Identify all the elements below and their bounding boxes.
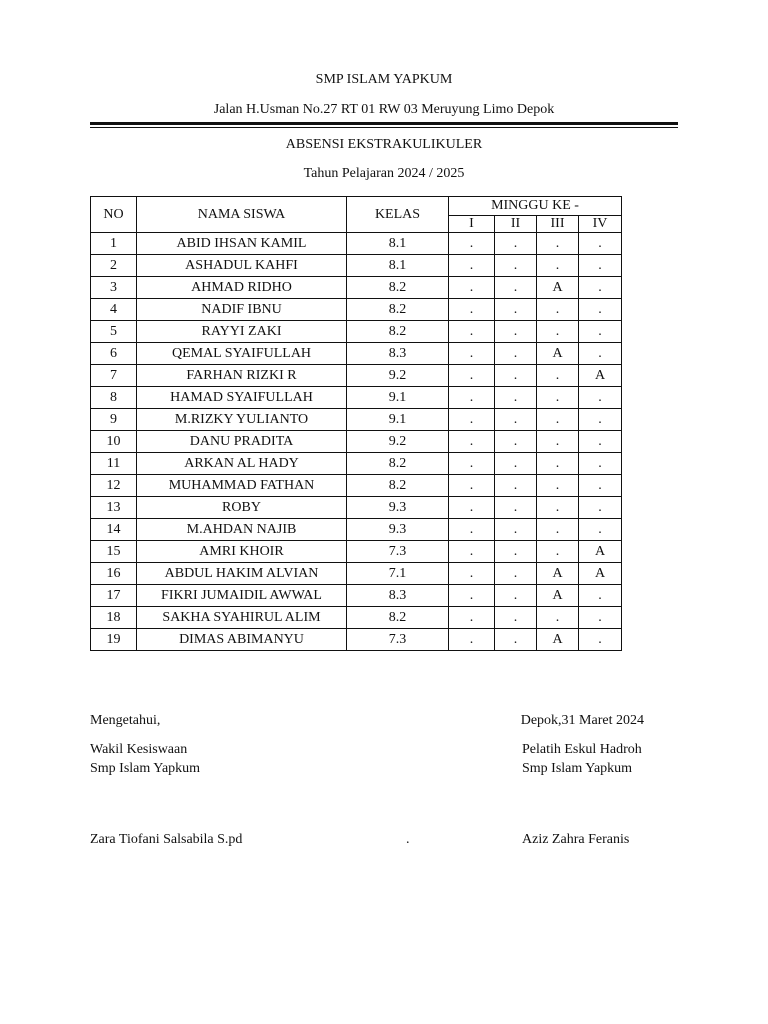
row-week-3: A <box>537 277 579 299</box>
row-class: 9.3 <box>347 519 449 541</box>
row-name: ASHADUL KAHFI <box>137 255 347 277</box>
row-week-2: . <box>495 409 537 431</box>
header-week-2: II <box>495 216 537 233</box>
left-signer-name: Zara Tiofani Salsabila S.pd <box>90 832 243 847</box>
row-name: ABID IHSAN KAMIL <box>137 233 347 255</box>
row-week-1: . <box>449 453 495 475</box>
row-week-2: . <box>495 365 537 387</box>
row-week-3: . <box>537 475 579 497</box>
row-week-4: . <box>579 475 622 497</box>
table-row <box>91 563 622 585</box>
table-row <box>91 365 622 387</box>
row-no: 4 <box>91 299 137 321</box>
row-no: 15 <box>91 541 137 563</box>
header-week-3: III <box>537 216 579 233</box>
row-week-2: . <box>495 387 537 409</box>
row-class: 8.2 <box>347 299 449 321</box>
row-week-2: . <box>495 453 537 475</box>
header-week: MINGGU KE - <box>449 197 622 216</box>
row-no: 5 <box>91 321 137 343</box>
academic-year: Tahun Pelajaran 2024 / 2025 <box>303 166 465 181</box>
row-week-4: . <box>579 607 622 629</box>
row-class: 7.1 <box>347 563 449 585</box>
row-week-1: . <box>449 409 495 431</box>
row-no: 9 <box>91 409 137 431</box>
row-name: QEMAL SYAIFULLAH <box>137 343 347 365</box>
row-week-4: A <box>579 541 622 563</box>
row-week-3: . <box>537 255 579 277</box>
row-week-4: . <box>579 233 622 255</box>
row-no: 14 <box>91 519 137 541</box>
row-no: 1 <box>91 233 137 255</box>
row-no: 8 <box>91 387 137 409</box>
row-class: 9.1 <box>347 387 449 409</box>
header-class: KELAS <box>347 197 449 233</box>
table-row <box>91 541 622 563</box>
row-week-2: . <box>495 255 537 277</box>
row-class: 8.2 <box>347 475 449 497</box>
row-no: 18 <box>91 607 137 629</box>
row-week-4: . <box>579 387 622 409</box>
row-class: 9.3 <box>347 497 449 519</box>
row-week-1: . <box>449 255 495 277</box>
acknowledged-label: Mengetahui, <box>90 713 161 728</box>
row-week-4: . <box>579 409 622 431</box>
left-signer-role: Wakil Kesiswaan <box>90 742 188 757</box>
row-week-2: . <box>495 585 537 607</box>
row-name: MUHAMMAD FATHAN <box>137 475 347 497</box>
header-rule-thick <box>90 122 678 125</box>
row-week-3: . <box>537 497 579 519</box>
row-week-2: . <box>495 541 537 563</box>
row-week-1: . <box>449 299 495 321</box>
row-week-4: A <box>579 563 622 585</box>
row-name: M.AHDAN NAJIB <box>137 519 347 541</box>
table-row <box>91 475 622 497</box>
row-week-2: . <box>495 497 537 519</box>
row-week-1: . <box>449 431 495 453</box>
row-week-1: . <box>449 629 495 651</box>
row-week-3: . <box>537 365 579 387</box>
row-week-2: . <box>495 343 537 365</box>
row-week-4: . <box>579 255 622 277</box>
row-no: 16 <box>91 563 137 585</box>
row-no: 11 <box>91 453 137 475</box>
table-row <box>91 519 622 541</box>
row-week-1: . <box>449 343 495 365</box>
row-no: 12 <box>91 475 137 497</box>
row-no: 17 <box>91 585 137 607</box>
row-week-2: . <box>495 475 537 497</box>
row-class: 8.3 <box>347 343 449 365</box>
row-name: RAYYI ZAKI <box>137 321 347 343</box>
row-week-4: . <box>579 519 622 541</box>
row-week-1: . <box>449 541 495 563</box>
row-no: 2 <box>91 255 137 277</box>
row-name: SAKHA SYAHIRUL ALIM <box>137 607 347 629</box>
row-week-1: . <box>449 519 495 541</box>
school-address: Jalan H.Usman No.27 RT 01 RW 03 Meruyung Limo Depok <box>213 102 555 117</box>
table-row <box>91 409 622 431</box>
right-signer-org: Smp Islam Yapkum <box>522 761 633 776</box>
row-week-4: . <box>579 343 622 365</box>
row-week-3: A <box>537 629 579 651</box>
header-no: NO <box>91 197 137 233</box>
place-date: Depok,31 Maret 2024 <box>520 713 644 728</box>
row-no: 10 <box>91 431 137 453</box>
table-row <box>91 277 622 299</box>
row-week-3: . <box>537 387 579 409</box>
row-week-1: . <box>449 321 495 343</box>
row-class: 8.2 <box>347 453 449 475</box>
table-row <box>91 343 622 365</box>
row-week-2: . <box>495 431 537 453</box>
row-week-3: A <box>537 343 579 365</box>
row-week-3: . <box>537 453 579 475</box>
row-name: FARHAN RIZKI R <box>137 365 347 387</box>
middle-mark: . <box>406 832 410 847</box>
row-week-4: . <box>579 629 622 651</box>
row-week-3: . <box>537 233 579 255</box>
row-class: 8.1 <box>347 233 449 255</box>
row-name: ABDUL HAKIM ALVIAN <box>137 563 347 585</box>
row-week-1: . <box>449 233 495 255</box>
row-week-4: . <box>579 431 622 453</box>
row-week-1: . <box>449 563 495 585</box>
row-no: 13 <box>91 497 137 519</box>
row-name: FIKRI JUMAIDIL AWWAL <box>137 585 347 607</box>
row-class: 7.3 <box>347 629 449 651</box>
row-week-2: . <box>495 321 537 343</box>
row-class: 8.2 <box>347 277 449 299</box>
row-name: M.RIZKY YULIANTO <box>137 409 347 431</box>
row-name: ROBY <box>137 497 347 519</box>
table-row <box>91 585 622 607</box>
table-row <box>91 299 622 321</box>
row-name: ARKAN AL HADY <box>137 453 347 475</box>
row-class: 9.2 <box>347 365 449 387</box>
row-week-4: . <box>579 453 622 475</box>
table-row <box>91 453 622 475</box>
row-week-2: . <box>495 563 537 585</box>
table-row <box>91 629 622 651</box>
row-week-1: . <box>449 277 495 299</box>
attendance-table <box>90 196 622 651</box>
row-week-2: . <box>495 233 537 255</box>
row-week-4: A <box>579 365 622 387</box>
table-row <box>91 321 622 343</box>
row-week-2: . <box>495 299 537 321</box>
row-name: DANU PRADITA <box>137 431 347 453</box>
right-signer-name: Aziz Zahra Feranis <box>522 832 630 847</box>
row-name: DIMAS ABIMANYU <box>137 629 347 651</box>
row-no: 3 <box>91 277 137 299</box>
row-week-1: . <box>449 585 495 607</box>
row-week-2: . <box>495 277 537 299</box>
document-title: ABSENSI EKSTRAKULIKULER <box>285 137 483 152</box>
row-week-2: . <box>495 519 537 541</box>
table-row <box>91 255 622 277</box>
row-week-2: . <box>495 629 537 651</box>
row-week-4: . <box>579 299 622 321</box>
row-week-4: . <box>579 585 622 607</box>
row-week-3: . <box>537 431 579 453</box>
row-week-3: . <box>537 519 579 541</box>
attendance-rows <box>91 233 622 651</box>
table-row <box>91 497 622 519</box>
row-week-4: . <box>579 277 622 299</box>
row-week-1: . <box>449 365 495 387</box>
table-row <box>91 431 622 453</box>
row-week-3: . <box>537 541 579 563</box>
row-week-3: . <box>537 607 579 629</box>
row-week-3: . <box>537 299 579 321</box>
row-week-1: . <box>449 387 495 409</box>
row-week-3: A <box>537 563 579 585</box>
right-signer-role: Pelatih Eskul Hadroh <box>522 742 642 757</box>
header-name: NAMA SISWA <box>137 197 347 233</box>
row-name: HAMAD SYAIFULLAH <box>137 387 347 409</box>
row-week-1: . <box>449 607 495 629</box>
row-class: 9.1 <box>347 409 449 431</box>
row-week-1: . <box>449 497 495 519</box>
header-rule-thin <box>90 127 678 128</box>
row-no: 6 <box>91 343 137 365</box>
row-week-2: . <box>495 607 537 629</box>
row-name: AHMAD RIDHO <box>137 277 347 299</box>
row-no: 7 <box>91 365 137 387</box>
row-week-4: . <box>579 497 622 519</box>
row-class: 9.2 <box>347 431 449 453</box>
table-row <box>91 607 622 629</box>
row-no: 19 <box>91 629 137 651</box>
row-class: 8.2 <box>347 321 449 343</box>
left-signer-org: Smp Islam Yapkum <box>90 761 201 776</box>
row-class: 8.3 <box>347 585 449 607</box>
table-row <box>91 387 622 409</box>
row-week-3: A <box>537 585 579 607</box>
row-class: 7.3 <box>347 541 449 563</box>
row-name: AMRI KHOIR <box>137 541 347 563</box>
school-name: SMP ISLAM YAPKUM <box>315 72 453 87</box>
table-row <box>91 233 622 255</box>
header-week-1: I <box>449 216 495 233</box>
row-week-3: . <box>537 409 579 431</box>
row-name: NADIF IBNU <box>137 299 347 321</box>
header-week-4: IV <box>579 216 622 233</box>
row-week-3: . <box>537 321 579 343</box>
row-week-1: . <box>449 475 495 497</box>
row-week-4: . <box>579 321 622 343</box>
row-class: 8.2 <box>347 607 449 629</box>
row-class: 8.1 <box>347 255 449 277</box>
